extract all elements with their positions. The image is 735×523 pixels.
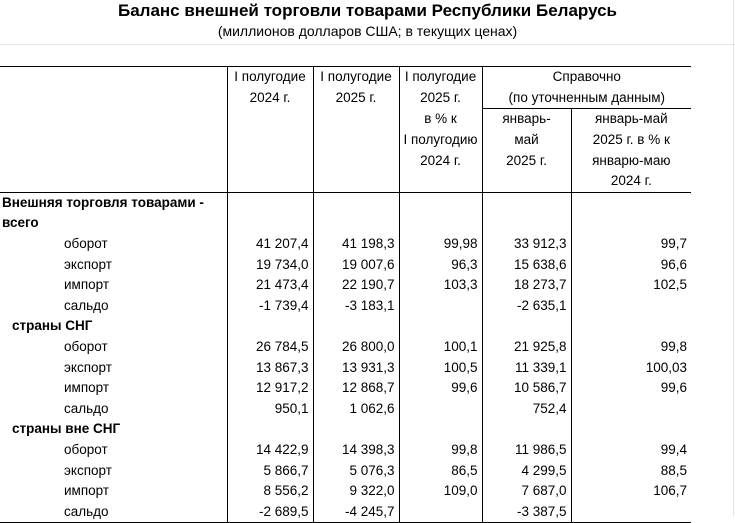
value-cell: 12 868,7 <box>313 378 399 399</box>
header-row: I полугодию май 2025 г. в % к <box>0 130 691 151</box>
col-header-jan-may: январь- <box>482 109 571 130</box>
value-cell: 22 190,7 <box>313 275 399 296</box>
row-label: оборот <box>64 441 108 457</box>
page-title: Баланс внешней торговли товарами Республики Беларусь <box>117 1 618 20</box>
col-header-pct: I полугодие <box>399 67 482 88</box>
table-row <box>0 234 691 255</box>
value-cell: 21 925,8 <box>482 337 571 358</box>
col-header-reference: Справочно <box>482 67 691 88</box>
row-label: экспорт <box>64 462 112 478</box>
value-cell: 102,5 <box>571 275 691 296</box>
table-row <box>0 275 691 296</box>
value-cell: 13 931,3 <box>313 357 399 378</box>
value-cell: 12 917,2 <box>227 378 313 399</box>
value-cell: 109,0 <box>399 481 482 502</box>
value-cell: 100,5 <box>399 357 482 378</box>
value-cell: 4 299,5 <box>482 460 571 481</box>
section-header-row <box>0 192 691 213</box>
value-cell: 86,5 <box>399 460 482 481</box>
row-label: оборот <box>64 236 108 252</box>
value-cell: 5 866,7 <box>227 460 313 481</box>
value-cell: -3 387,5 <box>482 501 571 522</box>
row-label: импорт <box>64 483 110 499</box>
value-cell: 99,6 <box>571 378 691 399</box>
value-cell: -1 739,4 <box>227 296 313 317</box>
table-row <box>0 481 691 502</box>
section-title: всего <box>2 215 39 231</box>
header-cell-empty <box>0 67 227 88</box>
value-cell: 99,8 <box>571 337 691 358</box>
row-label: экспорт <box>64 359 112 375</box>
value-cell: 41 207,4 <box>227 234 313 255</box>
value-cell: 103,3 <box>399 275 482 296</box>
header-row <box>0 67 691 88</box>
table-row <box>0 440 691 461</box>
value-cell: 100,03 <box>571 357 691 378</box>
value-cell: 11 986,5 <box>482 440 571 461</box>
value-cell <box>399 399 482 420</box>
value-cell: 9 322,0 <box>313 481 399 502</box>
section-header-row <box>0 213 691 234</box>
table-row <box>0 399 691 420</box>
value-cell: 41 198,3 <box>313 234 399 255</box>
value-cell: 26 784,5 <box>227 337 313 358</box>
page-subtitle: (миллионов долларов США; в текущих ценах) <box>217 23 518 39</box>
gridline <box>733 0 734 516</box>
header-row: 2024 г. 2025 г. январю-маю <box>0 150 691 171</box>
row-label: экспорт <box>64 256 112 272</box>
section-title: Внешняя торговля товарами - <box>2 194 204 210</box>
value-cell: 8 556,2 <box>227 481 313 502</box>
row-label: сальдо <box>0 501 227 522</box>
value-cell: 106,7 <box>571 481 691 502</box>
value-cell: -2 635,1 <box>482 296 571 317</box>
row-label: импорт <box>64 380 110 396</box>
value-cell: 5 076,3 <box>313 460 399 481</box>
value-cell: 19 007,6 <box>313 254 399 275</box>
value-cell: 88,5 <box>571 460 691 481</box>
value-cell: 100,1 <box>399 337 482 358</box>
col-header-h1-2025: I полугодие <box>313 67 399 88</box>
value-cell: 96,3 <box>399 254 482 275</box>
value-cell: 13 867,3 <box>227 357 313 378</box>
trade-balance-table <box>0 66 691 523</box>
value-cell: 18 273,7 <box>482 275 571 296</box>
value-cell: 99,4 <box>571 440 691 461</box>
value-cell: 19 734,0 <box>227 254 313 275</box>
table-row <box>0 296 691 317</box>
row-label: оборот <box>64 339 108 355</box>
row-label: сальдо <box>64 297 109 313</box>
value-cell: 1 062,6 <box>313 399 399 420</box>
section-header-row <box>0 316 691 337</box>
table-row <box>0 337 691 358</box>
section-header-row <box>0 419 691 440</box>
value-cell: 96,6 <box>571 254 691 275</box>
header-row: 2024 г. 2025 г. 2025 г. (по уточненным данным) <box>0 88 691 109</box>
value-cell: 10 586,7 <box>482 378 571 399</box>
value-cell <box>399 296 482 317</box>
value-cell: 15 638,6 <box>482 254 571 275</box>
table-row <box>0 254 691 275</box>
value-cell: 99,7 <box>571 234 691 255</box>
value-cell: 26 800,0 <box>313 337 399 358</box>
value-cell: 14 422,9 <box>227 440 313 461</box>
value-cell: -3 183,1 <box>313 296 399 317</box>
col-header-reference-sub: (по уточненным данным) <box>482 88 691 109</box>
row-label: сальдо <box>64 400 109 416</box>
gridline <box>0 44 735 45</box>
table-row <box>0 378 691 399</box>
value-cell: 752,4 <box>482 399 571 420</box>
value-cell <box>571 399 691 420</box>
header-row: 2024 г. <box>0 171 691 192</box>
value-cell: 7 687,0 <box>482 481 571 502</box>
table-row <box>0 357 691 378</box>
table-row <box>0 501 691 522</box>
value-cell: 99,98 <box>399 234 482 255</box>
value-cell <box>571 296 691 317</box>
value-cell: 99,6 <box>399 378 482 399</box>
value-cell: -2 689,5 <box>227 501 313 522</box>
value-cell: 950,1 <box>227 399 313 420</box>
value-cell <box>571 501 691 522</box>
value-cell: -4 245,7 <box>313 501 399 522</box>
col-header-h1-2024: I полугодие <box>227 67 313 88</box>
header-row: в % к январь- январь-май <box>0 109 691 130</box>
section-title: страны СНГ <box>12 318 93 334</box>
value-cell: 99,8 <box>399 440 482 461</box>
table-row <box>0 460 691 481</box>
value-cell <box>399 501 482 522</box>
col-header-jan-may-pct: январь-май <box>571 109 691 130</box>
value-cell: 11 339,1 <box>482 357 571 378</box>
value-cell: 21 473,4 <box>227 275 313 296</box>
section-title: страны вне СНГ <box>12 421 121 437</box>
row-label: импорт <box>64 277 110 293</box>
value-cell: 14 398,3 <box>313 440 399 461</box>
value-cell: 33 912,3 <box>482 234 571 255</box>
